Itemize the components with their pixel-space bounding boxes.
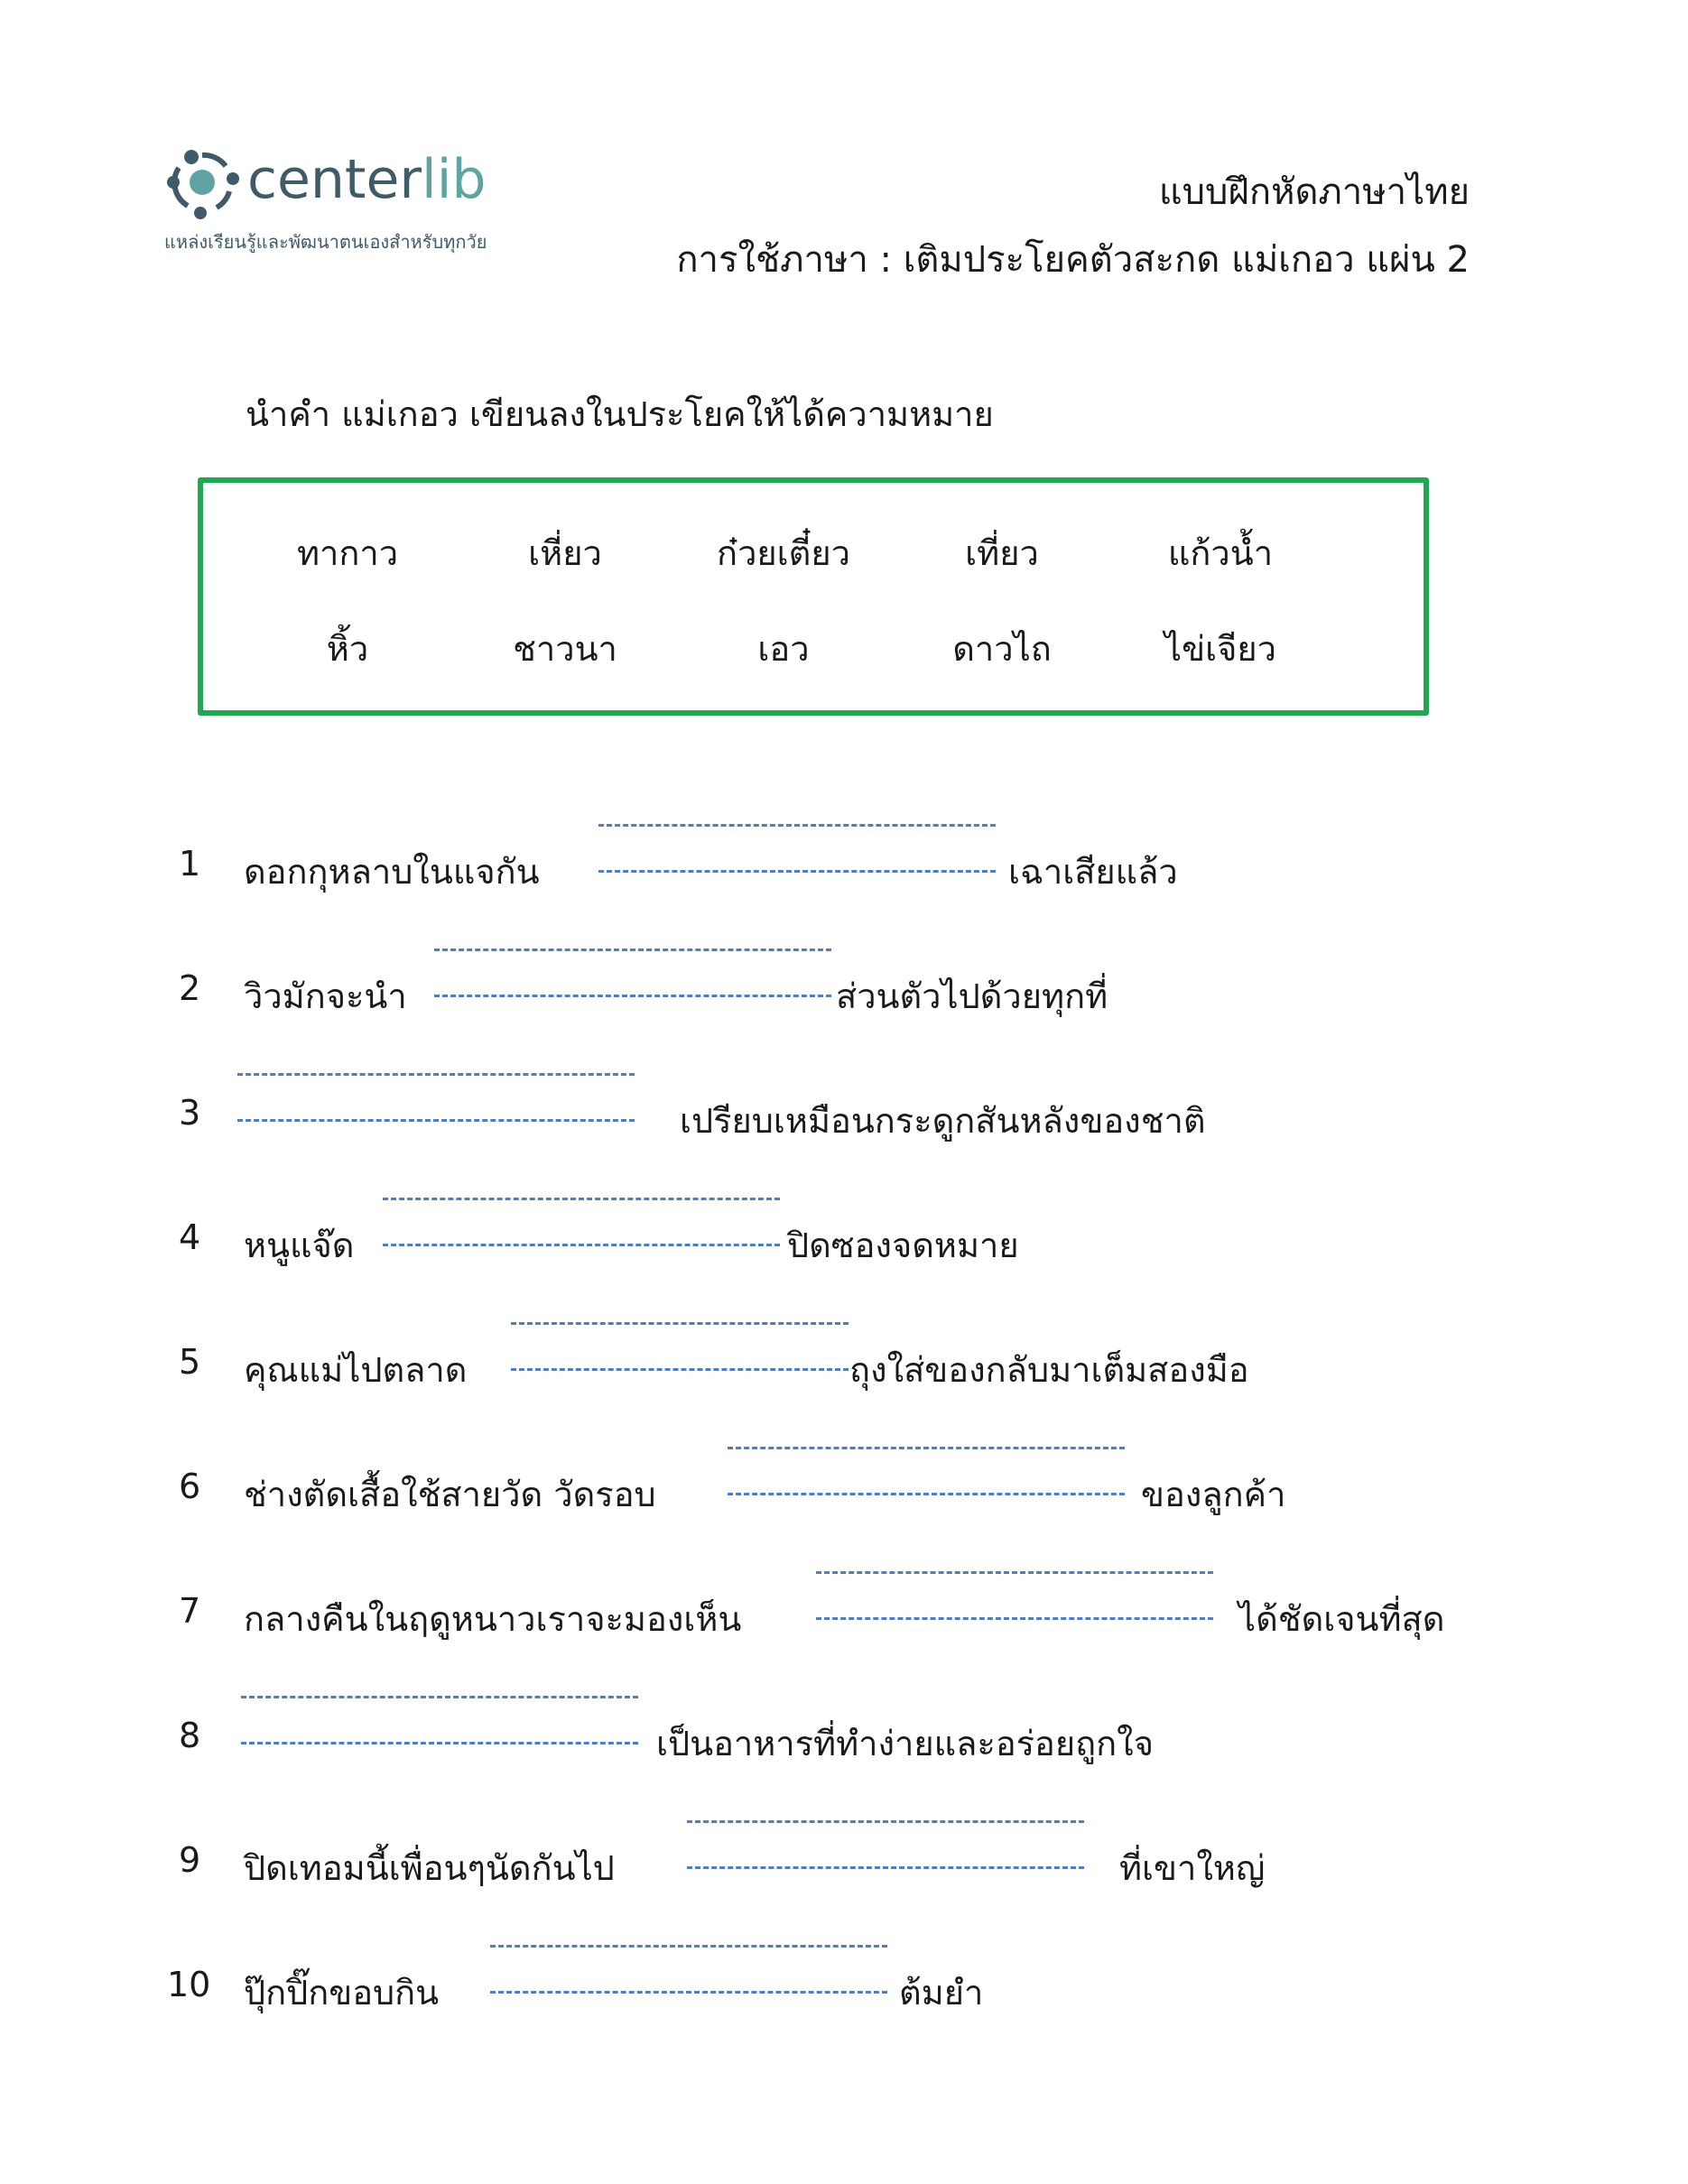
sentence-item: [0, 1217, 1688, 1290]
logo-wordmark: [247, 148, 487, 211]
word-bank-word: ไข่เจียว: [1164, 629, 1276, 669]
sentence-text-after: ปิดซองจดหมาย: [787, 1226, 1019, 1265]
sentence-text-after: เปรียบเหมือนกระดูกสันหลังของชาติ: [680, 1101, 1206, 1141]
word-bank-word: ดาวไถ: [952, 629, 1052, 669]
worksheet-title: แบบฝึกหัดภาษาไทย: [1158, 171, 1470, 213]
sentence-text-after: ส่วนตัวไปด้วยทุกที่: [836, 976, 1108, 1016]
word-bank-word: ทากาว: [296, 533, 399, 573]
item-number: 1: [179, 844, 201, 884]
sentence-text-before: หนูแจ๊ด: [244, 1226, 355, 1265]
centerlib-logo-icon: [161, 143, 242, 220]
word-bank-word: หิ้ว: [326, 629, 369, 669]
sentence-text-before: ดอกกุหลาบในแจกัน: [244, 852, 540, 892]
instruction: นำคำ แม่เกอว เขียนลงในประโยคให้ได้ความหมาย: [246, 394, 994, 434]
sentence-item: [0, 1467, 1688, 1539]
word-bank-word: ชาวนา: [513, 629, 617, 669]
answer-blank[interactable]: [237, 1073, 635, 1122]
item-number: 7: [179, 1591, 201, 1631]
sentence-text-after: เฉาเสียแล้ว: [1008, 852, 1178, 892]
answer-blank[interactable]: [598, 824, 996, 873]
word-bank-word: เอว: [757, 629, 810, 669]
answer-blank[interactable]: [241, 1696, 638, 1744]
sentence-text-after: ต้มยำ: [899, 1973, 984, 2013]
item-number: 9: [179, 1840, 201, 1880]
sentence-item: [0, 1965, 1688, 2037]
sentence-text-before: วิวมักจะนำ: [244, 976, 407, 1016]
item-number: 8: [179, 1716, 201, 1755]
sentence-text-after: ของลูกค้า: [1141, 1475, 1286, 1514]
sentence-item: [0, 844, 1688, 916]
sentence-text-after: ได้ชัดเจนที่สุด: [1238, 1599, 1445, 1639]
answer-blank[interactable]: [816, 1571, 1213, 1620]
sentence-text-before: กลางคืนในฤดูหนาวเราจะมองเห็น: [244, 1599, 742, 1639]
sentence-item: [0, 1093, 1688, 1165]
word-bank-word: ก๋วยเตี๋ยว: [717, 533, 850, 573]
sentence-text-before: ปุ๊กปิ๊กขอบกิน: [244, 1973, 440, 2013]
answer-blank[interactable]: [728, 1447, 1125, 1495]
item-number: 5: [179, 1342, 201, 1382]
sentence-text-after: ถุงใส่ของกลับมาเต็มสองมือ: [849, 1350, 1249, 1390]
answer-blank[interactable]: [383, 1198, 780, 1246]
logo: [161, 143, 540, 251]
logo-word-lib: lib: [422, 148, 487, 211]
item-number: 2: [179, 968, 201, 1008]
sentence-item: [0, 1716, 1688, 1788]
item-number: 3: [179, 1093, 201, 1133]
sentence-item: [0, 968, 1688, 1041]
logo-tagline: แหล่งเรียนรู้และพัฒนาตนเองสำหรับทุกวัย: [164, 231, 487, 253]
item-number: 6: [179, 1467, 201, 1506]
word-bank-word: แก้วน้ำ: [1167, 533, 1274, 573]
word-bank-word: เหี่ยว: [528, 533, 602, 573]
sentence-item: [0, 1840, 1688, 1912]
sentence-text-before: ปิดเทอมนี้เพื่อนๆนัดกันไป: [244, 1848, 615, 1888]
answer-blank[interactable]: [511, 1322, 849, 1371]
answer-blank[interactable]: [490, 1945, 887, 1994]
sentence-item: [0, 1342, 1688, 1414]
sentence-text-before: ช่างตัดเสื้อใช้สายวัด วัดรอบ: [244, 1475, 656, 1514]
item-number: 10: [167, 1965, 211, 2004]
worksheet-subtitle: การใช้ภาษา : เติมประโยคตัวสะกด แม่เกอว แผ่น 2: [676, 239, 1470, 281]
answer-blank[interactable]: [687, 1820, 1084, 1869]
sentence-text-after: ที่เขาใหญ่: [1119, 1848, 1266, 1888]
word-bank-word: เที่ยว: [965, 533, 1039, 573]
item-number: 4: [179, 1217, 201, 1257]
answer-blank[interactable]: [434, 949, 831, 997]
word-bank: [198, 477, 1429, 716]
sentence-item: [0, 1591, 1688, 1663]
sentence-text-after: เป็นอาหารที่ทำง่ายและอร่อยถูกใจ: [656, 1724, 1154, 1763]
logo-word-center: center: [247, 148, 422, 211]
sentence-text-before: คุณแม่ไปตลาด: [244, 1350, 468, 1390]
